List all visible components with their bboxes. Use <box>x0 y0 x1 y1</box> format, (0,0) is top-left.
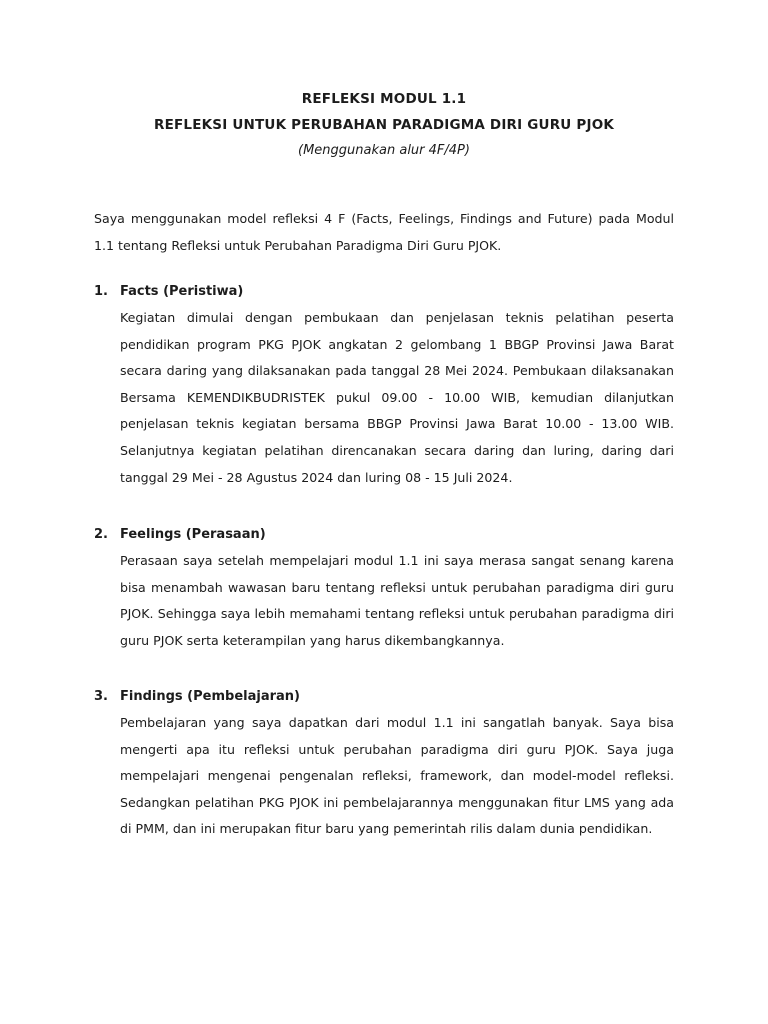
section-body: Perasaan saya setelah mempelajari modul 1.1 ini saya merasa sangat senang karena bisa menambah wawasan baru tentang refleksi untuk perubahan paradigma diri guru PJOK. Sehingga saya lebih memahami tentang refleksi untuk perubahan paradigma diri guru PJOK serta keterampilan yang harus dikembangkannya. <box>120 553 674 648</box>
document-subtitle: REFLEKSI UNTUK PERUBAHAN PARADIGMA DIRI GURU PJOK <box>153 117 615 133</box>
method-note: (Menggunakan alur 4F/4P) <box>298 143 470 158</box>
section-findings <box>94 684 674 843</box>
section-feelings <box>94 522 674 654</box>
section-number: 2. <box>94 527 108 542</box>
section-number: 3. <box>94 689 108 704</box>
section-facts <box>94 279 674 491</box>
section-title: Feelings (Perasaan) <box>120 527 266 542</box>
section-number: 1. <box>94 284 108 299</box>
section-title: Findings (Pembelajaran) <box>120 689 300 704</box>
section-body: Pembelajaran yang saya dapatkan dari modul 1.1 ini sangatlah banyak. Saya bisa mengerti apa itu refleksi untuk perubahan paradigma diri guru PJOK. Saya juga mempelajari mengenai pengenalan refleksi, framework, dan model-model refleksi. Sedangkan pelatihan PKG PJOK ini pembelajarannya menggunakan fitur LMS yang ada di PMM, dan ini merupakan fitur baru yang pemerintah rilis dalam dunia pendidikan. <box>120 715 674 837</box>
section-body: Kegiatan dimulai dengan pembukaan dan penjelasan teknis pelatihan peserta pendidikan program PKG PJOK angkatan 2 gelombang 1 BBGP Provinsi Jawa Barat secara daring yang dilaksanakan pada tanggal 28 Mei 2024. Pembukaan dilaksanakan Bersama KEMENDIKBUDRISTEK pukul 09.00 - 10.00 WIB, kemudian dilanjutkan penjelasan teknis kegiatan bersama BBGP Provinsi Jawa Barat 10.00 - 13.00 WIB. Selanjutnya kegiatan pelatihan direncanakan secara daring dan luring, daring dari tanggal 29 Mei - 28 Agustus 2024 dan luring 08 - 15 Juli 2024. <box>120 310 674 485</box>
title-block <box>0 86 768 164</box>
document-title: REFLEKSI MODUL 1.1 <box>301 91 467 107</box>
section-heading <box>94 522 674 548</box>
section-title: Facts (Peristiwa) <box>120 284 244 299</box>
intro-paragraph: Saya menggunakan model refleksi 4 F (Facts, Feelings, Findings and Future) pada Modul 1.1 tentang Refleksi untuk Perubahan Paradigma Diri Guru PJOK. <box>94 211 674 253</box>
section-heading <box>94 684 674 710</box>
section-heading <box>94 279 674 305</box>
